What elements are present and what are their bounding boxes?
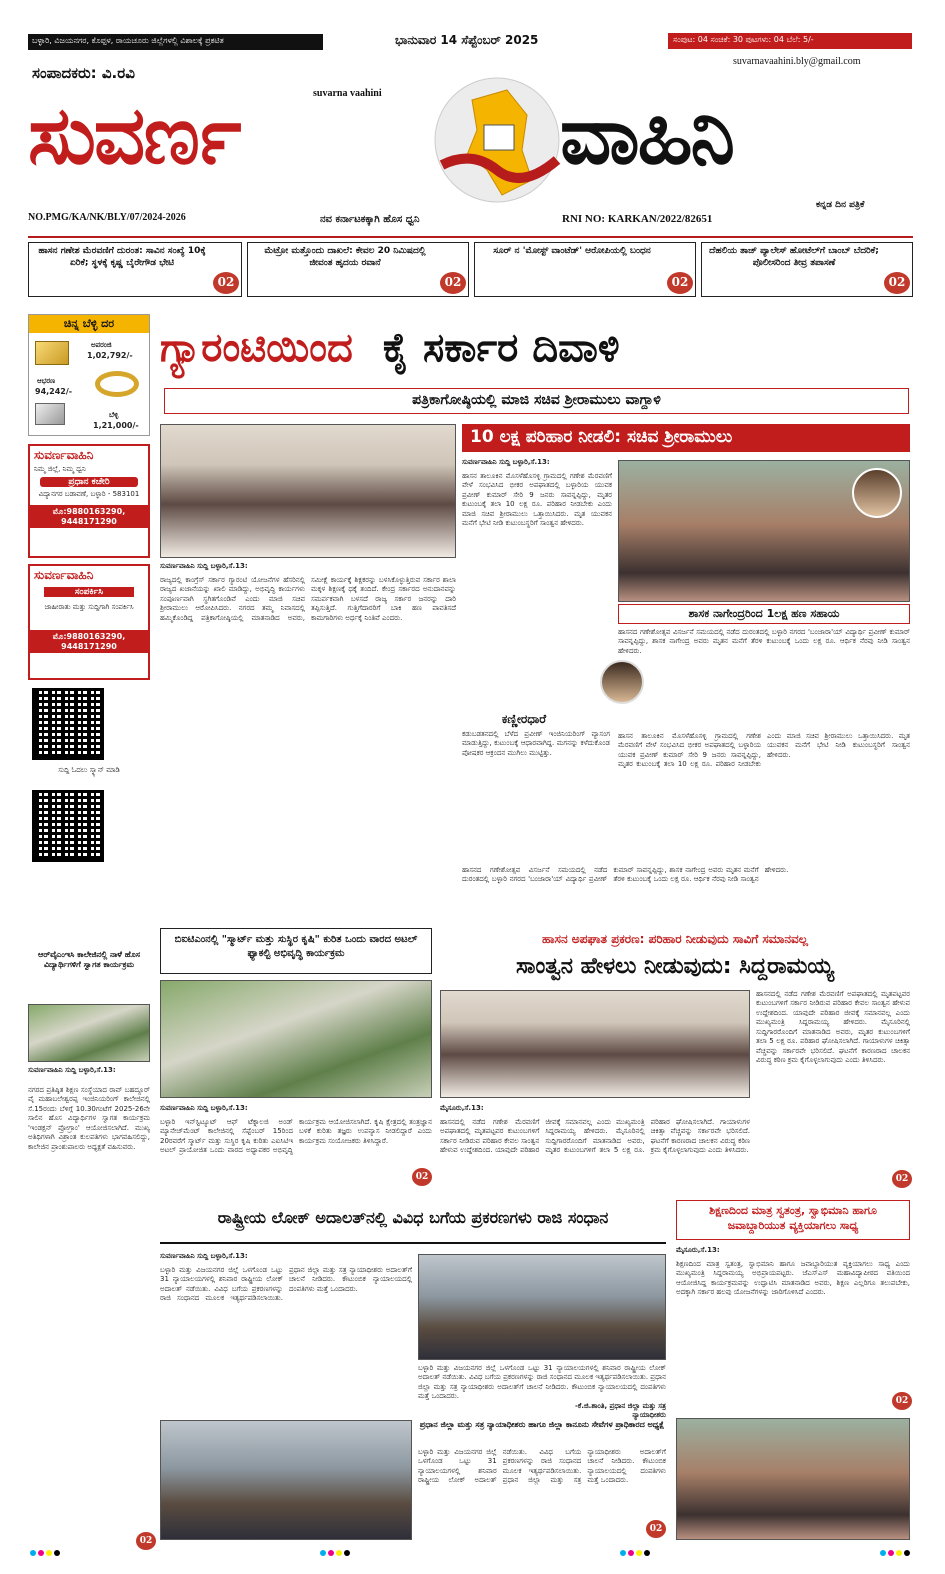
page-number-badge: 02 bbox=[667, 272, 693, 294]
page-number-badge: 02 bbox=[412, 1168, 432, 1186]
lead-headline-red: ಗ್ಯಾರಂಟಿಯಿಂದ bbox=[160, 325, 353, 371]
hassan-kicker: ಹಾಸನ ಅಪಘಾತ ಪ್ರಕರಣ: ಪರಿಹಾರ ನೀಡುವುದು ಸಾವಿಗೆ ಸಮಾನವಲ್ಲ bbox=[542, 932, 808, 946]
qr-code-1[interactable] bbox=[32, 688, 104, 760]
rates-box bbox=[28, 314, 150, 436]
tagline: ನವ ಕರ್ನಾಟಕಕ್ಕಾಗಿ ಹೊಸ ಧ್ವನಿ bbox=[320, 214, 420, 225]
college-teaser: ಆರ್‌ವೈಎಂಇಸಿ ಕಾಲೇಜಿನಲ್ಲಿ ನಾಳೆ ಹೊಸ ವಿದ್ಯಾರ್ಥಿಗಳಿಗೆ ಸ್ವಾಗತ ಕಾರ್ಯಕ್ರಮ bbox=[38, 950, 140, 970]
ad-brand: ಸುವರ್ಣವಾಹಿನಿ bbox=[34, 568, 94, 582]
teaser-item[interactable]: ಹಾಸನ ಗಣೇಶ ಮೆರವಣಿಗೆ ದುರಂತ: ಸಾವಿನ ಸಂಖ್ಯೆ 10ಕ್ಕೆ ಏರಿಕೆ; ಸ್ಥಳಕ್ಕೆ ಕೃಷ್ಣ ಬೈರೇಗೌಡ ಭೇಟಿ 02 bbox=[28, 242, 242, 297]
lead-subhead: ಪತ್ರಿಕಾಗೋಷ್ಠಿಯಲ್ಲಿ ಮಾಜಿ ಸಚಿವ ಶ್ರೀರಾಮುಲು ವಾಗ್ದಾಳಿ bbox=[164, 388, 909, 414]
college-dateline: ಸುವರ್ಣವಾಹಿನಿ ಸುದ್ದಿ ಬಳ್ಳಾರಿ,ಸೆ.13: bbox=[28, 1066, 116, 1074]
hassan-body-right: ಹಾಸನದಲ್ಲಿ ನಡೆದ ಗಣೇಶ ಮೆರವಣಿಗೆ ಅಪಘಾತದಲ್ಲಿ ಮೃತಪಟ್ಟವರ ಕುಟುಂಬಗಳಿಗೆ ಸರ್ಕಾರ ನೀಡಿರುವ ಪರಿಹಾರ ಕೇವಲ ಸಾಂತ್ವನ ಹೇಳುವ ಉದ್ದೇಶದಿಂದ. ಯಾವುದೇ ಪರಿಹಾರ ಜೀವಕ್ಕೆ ಸಮಾನವಲ್ಲ ಎಂದು ಮುಖ್ಯಮಂತ್ರಿ ಸಿದ್ದರಾಮಯ್ಯ ಹೇಳಿದರು. ಮೈಸೂರಿನಲ್ಲಿ ಸುದ್ದಿಗಾರರೊಂದಿಗೆ ಮಾತನಾಡಿದ ಅವರು, ಮೃತರ ಕುಟುಂಬಗಳಿಗೆ ತಲಾ 5 ಲಕ್ಷ ರೂ. ಪರಿಹಾರ ಘೋಷಿಸಲಾಗಿದೆ. ಗಾಯಾಳುಗಳ ಚಿಕಿತ್ಸಾ ವೆಚ್ಚವನ್ನು ಸರ್ಕಾರವೇ ಭರಿಸಲಿದೆ. ಘಟನೆಗೆ ಕಾರಣರಾದ ಚಾಲಕನ ವಿರುದ್ಧ ಕಠಿಣ ಕ್ರಮ ಕೈಗೊಳ್ಳಲಾಗುವುದು ಎಂದು ತಿಳಿಸಿದರು. bbox=[756, 990, 910, 1065]
ad-contact-text: ಜಾಹೀರಾತು ಮತ್ತು ಸುದ್ದಿಗಾಗಿ ಸಂಪರ್ಕಿಸಿ bbox=[44, 603, 134, 611]
smart-farming-headline: ಬಿಐಟಿಎಂನಲ್ಲಿ "ಸ್ಮಾರ್ಟ್ ಮತ್ತು ಸುಸ್ಥಿರ ಕೃಷಿ" ಕುರಿತ ಒಂದು ವಾರದ ಅಟಲ್ ಫ್ಯಾಕಲ್ಟಿ ಅಭಿವೃದ್ಧಿ ಕಾರ್ಯಕ್ರಮ bbox=[160, 928, 432, 974]
lead-headline-black: ಕೈ ಸರ್ಕಾರ ದಿವಾಳಿ bbox=[382, 325, 620, 371]
education-body: ಶಿಕ್ಷಣದಿಂದ ಮಾತ್ರ ಸ್ವತಂತ್ರ, ಸ್ವಾಭಿಮಾನಿ ಹಾಗೂ ಜವಾಬ್ದಾರಿಯುತ ವ್ಯಕ್ತಿಯಾಗಲು ಸಾಧ್ಯ ಎಂದು ಮುಖ್ಯಮಂತ್ರಿ ಸಿದ್ದರಾಮಯ್ಯ ಅಭಿಪ್ರಾಯಪಟ್ಟರು. ಜೆಎಸ್‌ಎಸ್ ಮಹಾವಿದ್ಯಾಪೀಠದ ವತಿಯಿಂದ ಆಯೋಜಿಸಿದ್ದ ಕಾರ್ಯಕ್ರಮವನ್ನು ಉದ್ಘಾಟಿಸಿ ಮಾತನಾಡಿದ ಅವರು, ಶಿಕ್ಷಣ ಎಲ್ಲರಿಗೂ ತಲುಪಬೇಕು, ಅದಕ್ಕಾಗಿ ಸರ್ಕಾರ ಹಲವು ಯೋಜನೆಗಳನ್ನು ಜಾರಿಗೊಳಿಸಿದೆ ಎಂದರು. bbox=[676, 1260, 910, 1297]
smart-farming-body: ಬಳ್ಳಾರಿ ಇನ್‌ಸ್ಟಿಟ್ಯೂಟ್ ಆಫ್ ಟೆಕ್ನಾಲಜಿ ಅಂಡ್ ಮ್ಯಾನೇಜ್‌ಮೆಂಟ್ ಕಾಲೇಜಿನಲ್ಲಿ ಸೆಪ್ಟೆಂಬರ್ 15ರಿಂದ 20ರವರೆಗೆ ಸ್ಮಾರ್ಟ್ ಮತ್ತು ಸುಸ್ಥಿರ ಕೃಷಿ ಕುರಿತು ಎಐಸಿಟಿಇ ಅಟಲ್ ಪ್ರಾಯೋಜಿತ ಒಂದು ವಾರದ ಅಧ್ಯಾಪಕರ ಅಭಿವೃದ್ಧಿ ಕಾರ್ಯಕ್ರಮ ಆಯೋಜಿಸಲಾಗಿದೆ. ಕೃಷಿ ಕ್ಷೇತ್ರದಲ್ಲಿ ತಂತ್ರಜ್ಞಾನ ಬಳಕೆ ಕುರಿತು ತಜ್ಞರು ಉಪನ್ಯಾಸ ನೀಡಲಿದ್ದಾರೆ ಎಂದು ಕಾರ್ಯಕ್ರಮ ಸಂಯೋಜಕರು ತಿಳಿಸಿದ್ದಾರೆ. bbox=[160, 1118, 432, 1155]
lok-adalat-headline: ರಾಷ್ಟ್ರೀಯ ಲೋಕ್ ಅದಾಲತ್‌ನಲ್ಲಿ ವಿವಿಧ ಬಗೆಯ ಪ್ರಕರಣಗಳು ರಾಜಿ ಸಂಧಾನ bbox=[160, 1200, 666, 1244]
victim-portrait bbox=[852, 468, 902, 518]
office-ad bbox=[28, 444, 150, 558]
lok-adalat-body-3: ಬಳ್ಳಾರಿ ಮತ್ತು ವಿಜಯನಗರ ಜಿಲ್ಲೆ ಒಳಗೊಂಡ ಒಟ್ಟು 31 ನ್ಯಾಯಾಲಯಗಳಲ್ಲಿ ಶನಿವಾರ ರಾಷ್ಟ್ರೀಯ ಲೋಕ್ ಅದಾಲತ್ ನಡೆಯಿತು. ವಿವಿಧ ಬಗೆಯ ಪ್ರಕರಣಗಳನ್ನು ರಾಜಿ ಸಂಧಾನದ ಮೂಲಕ ಇತ್ಯರ್ಥಪಡಿಸಲಾಯಿತು. ಪ್ರಧಾನ ಜಿಲ್ಲಾ ಮತ್ತು ಸತ್ರ ನ್ಯಾಯಾಧೀಶರು ಅದಾಲತ್‌ಗೆ ಚಾಲನೆ ನೀಡಿದರು. ಕೌಟುಂಬಿಕ ನ್ಯಾಯಾಲಯದಲ್ಲಿ ದಂಪತಿಗಳು ಮತ್ತೆ ಒಂದಾದರು. bbox=[418, 1448, 666, 1485]
gold22-label: ಆಭರಣ bbox=[37, 377, 56, 385]
karnataka-map-emblem-icon bbox=[432, 70, 562, 210]
ad-office-label: ಪ್ರಧಾನ ಕಚೇರಿ bbox=[40, 477, 138, 487]
contact-ad bbox=[28, 564, 150, 680]
lok-adalat-byline: -ಕೆ.ಜಿ.ಶಾಂತಿ, ಪ್ರಧಾನ ಜಿಲ್ಲಾ ಮತ್ತು ಸತ್ರ ನ್ಯಾಯಾಧೀಶರು bbox=[574, 1402, 666, 1420]
victim-portrait-2 bbox=[600, 660, 644, 704]
silver-bar-icon bbox=[35, 403, 65, 425]
lok-adalat-body-2: ಬಳ್ಳಾರಿ ಮತ್ತು ವಿಜಯನಗರ ಜಿಲ್ಲೆ ಒಳಗೊಂಡ ಒಟ್ಟು 31 ನ್ಯಾಯಾಲಯಗಳಲ್ಲಿ ಶನಿವಾರ ರಾಷ್ಟ್ರೀಯ ಲೋಕ್ ಅದಾಲತ್ ನಡೆಯಿತು. ವಿವಿಧ ಬಗೆಯ ಪ್ರಕರಣಗಳನ್ನು ರಾಜಿ ಸಂಧಾನದ ಮೂಲಕ ಇತ್ಯರ್ಥಪಡಿಸಲಾಯಿತು. ಪ್ರಧಾನ ಜಿಲ್ಲಾ ಮತ್ತು ಸತ್ರ ನ್ಯಾಯಾಧೀಶರು ಅದಾಲತ್‌ಗೆ ಚಾಲನೆ ನೀಡಿದರು. ಕೌಟುಂಬಿಕ ನ್ಯಾಯಾಲಯದಲ್ಲಿ ದಂಪತಿಗಳು ಮತ್ತೆ ಒಂದಾದರು. bbox=[418, 1364, 666, 1401]
page-number-badge: 02 bbox=[884, 272, 910, 294]
print-registration-marks bbox=[30, 1550, 60, 1556]
qr-code-2[interactable] bbox=[32, 790, 104, 862]
districts-strip: ಬಳ್ಳಾರಿ, ವಿಜಯನಗರ, ಕೊಪ್ಪಳ, ರಾಯಚೂರು ಜಿಲ್ಲೆಗಳಲ್ಲಿ ವಿಶಾಲಕ್ಕೆ ಪ್ರಕಟಿತ bbox=[28, 34, 323, 50]
hassan-body: ಹಾಸನದಲ್ಲಿ ನಡೆದ ಗಣೇಶ ಮೆರವಣಿಗೆ ಅಪಘಾತದಲ್ಲಿ ಮೃತಪಟ್ಟವರ ಕುಟುಂಬಗಳಿಗೆ ಸರ್ಕಾರ ನೀಡಿರುವ ಪರಿಹಾರ ಕೇವಲ ಸಾಂತ್ವನ ಹೇಳುವ ಉದ್ದೇಶದಿಂದ. ಯಾವುದೇ ಪರಿಹಾರ ಜೀವಕ್ಕೆ ಸಮಾನವಲ್ಲ ಎಂದು ಮುಖ್ಯಮಂತ್ರಿ ಸಿದ್ದರಾಮಯ್ಯ ಹೇಳಿದರು. ಮೈಸೂರಿನಲ್ಲಿ ಸುದ್ದಿಗಾರರೊಂದಿಗೆ ಮಾತನಾಡಿದ ಅವರು, ಮೃತರ ಕುಟುಂಬಗಳಿಗೆ ತಲಾ 5 ಲಕ್ಷ ರೂ. ಪರಿಹಾರ ಘೋಷಿಸಲಾಗಿದೆ. ಗಾಯಾಳುಗಳ ಚಿಕಿತ್ಸಾ ವೆಚ್ಚವನ್ನು ಸರ್ಕಾರವೇ ಭರಿಸಲಿದೆ. ಘಟನೆಗೆ ಕಾರಣರಾದ ಚಾಲಕನ ವಿರುದ್ಧ ಕಠಿಣ ಕ್ರಮ ಕೈಗೊಳ್ಳಲಾಗುವುದು ಎಂದು ತಿಳಿಸಿದರು. bbox=[440, 1118, 750, 1155]
compensation-body-2: ಹಾಸನದ ಗಣೇಶೋತ್ಸವ ವಿಸರ್ಜನೆ ಸಮಯದಲ್ಲಿ ನಡೆದ ದುರಂತದಲ್ಲಿ ಬಳ್ಳಾರಿ ನಗರದ 'ಬಂಜಾರಾ'ಯ್ ವಿದ್ಯಾರ್ಥಿ ಪ್ರವೀಣ್ ಕುಮಾರ್ ಸಾವನ್ನಪ್ಪಿದ್ದು, ಶಾಸಕ ನಾಗೇಂದ್ರ ಅವರು ಮೃತನ ಮನೆಗೆ ತೆರಳಿ ಕುಟುಂಬಕ್ಕೆ ಒಂದು ಲಕ್ಷ ರೂ. ಆರ್ಥಿಕ ನೆರವು ನೀಡಿ ಸಾಂತ್ವನ ಹೇಳಿದರು. bbox=[618, 628, 910, 655]
teaser-item[interactable]: ಸೂರ್ ನ 'ಮೋಸ್ಟ್ ವಾಂಟೆಡ್' ಆರೋಪಿಯಲ್ಲಿ ಬಂಧನ 02 bbox=[474, 242, 696, 297]
rni-number: RNI NO: KARKAN/2022/82651 bbox=[562, 213, 713, 225]
lok-adalat-dateline: ಸುವರ್ಣವಾಹಿನಿ ಸುದ್ದಿ ಬಳ್ಳಾರಿ,ಸೆ.13: bbox=[160, 1252, 248, 1260]
compensation-dateline: ಸುವರ್ಣವಾಹಿನಿ ಸುದ್ದಿ ಬಳ್ಳಾರಿ,ಸೆ.13: bbox=[462, 458, 550, 466]
qr-caption: ಸುದ್ದಿ ಓದಲು ಸ್ಕ್ಯಾನ್ ಮಾಡಿ bbox=[58, 766, 120, 774]
print-registration-marks bbox=[880, 1550, 910, 1556]
hassan-headline: ಸಾಂತ್ವನ ಹೇಳಲು ನೀಡುವುದು: ಸಿದ್ದರಾಮಯ್ಯ bbox=[516, 954, 834, 979]
brand-latin: suvarna vaahini bbox=[313, 88, 382, 99]
lok-adalat-photo-1 bbox=[418, 1254, 666, 1360]
sidebox-body: ಕಡುಬಡತನದಲ್ಲಿ ಬೆಳೆದ ಪ್ರವೀಣ್ ಇಂಜಿನಿಯರಿಂಗ್ ವ್ಯಾಸಂಗ ಮಾಡುತ್ತಿದ್ದು, ಕುಟುಂಬಕ್ಕೆ ಆಧಾರವಾಗಿದ್ದ. ಮಗನನ್ನು ಕಳೆದುಕೊಂಡ ಪೋಷಕರ ಆಕ್ರಂದನ ಮುಗಿಲು ಮುಟ್ಟಿತ್ತು. bbox=[462, 730, 610, 757]
education-headline: ಶಿಕ್ಷಣದಿಂದ ಮಾತ್ರ ಸ್ವತಂತ್ರ, ಸ್ವಾಭಿಮಾನಿ ಹಾಗೂ ಜವಾಬ್ದಾರಿಯುತ ವ್ಯಕ್ತಿಯಾಗಲು ಸಾಧ್ಯ bbox=[676, 1200, 910, 1240]
education-photo bbox=[676, 1418, 910, 1540]
print-registration-marks bbox=[320, 1550, 350, 1556]
lok-adalat-body: ಬಳ್ಳಾರಿ ಮತ್ತು ವಿಜಯನಗರ ಜಿಲ್ಲೆ ಒಳಗೊಂಡ ಒಟ್ಟು 31 ನ್ಯಾಯಾಲಯಗಳಲ್ಲಿ ಶನಿವಾರ ರಾಷ್ಟ್ರೀಯ ಲೋಕ್ ಅದಾಲತ್ ನಡೆಯಿತು. ವಿವಿಧ ಬಗೆಯ ಪ್ರಕರಣಗಳನ್ನು ರಾಜಿ ಸಂಧಾನದ ಮೂಲಕ ಇತ್ಯರ್ಥಪಡಿಸಲಾಯಿತು. ಪ್ರಧಾನ ಜಿಲ್ಲಾ ಮತ್ತು ಸತ್ರ ನ್ಯಾಯಾಧೀಶರು ಅದಾಲತ್‌ಗೆ ಚಾಲನೆ ನೀಡಿದರು. ಕೌಟುಂಬಿಕ ನ್ಯಾಯಾಲಯದಲ್ಲಿ ದಂಪತಿಗಳು ಮತ್ತೆ ಒಂದಾದರು. bbox=[160, 1266, 412, 1303]
hassan-photo bbox=[440, 990, 750, 1098]
karnataka-emblem bbox=[432, 70, 562, 210]
hassan-dateline: ಮೈಸೂರು,ಸೆ.13: bbox=[440, 1104, 484, 1112]
bangles-icon bbox=[95, 371, 139, 397]
education-dateline: ಮೈಸೂರು,ಸೆ.13: bbox=[676, 1246, 720, 1254]
masthead bbox=[0, 0, 945, 240]
editor-line: ಸಂಪಾದಕರು: ವಿ.ರವಿ bbox=[32, 64, 135, 82]
masthead-title-left: ಸುವರ್ಣ bbox=[28, 89, 240, 182]
ad-subtitle: ನಿಮ್ಮ ಜಿಲ್ಲೆ, ನಿಮ್ಮ ಧ್ವನಿ bbox=[34, 465, 86, 473]
smart-farming-photo bbox=[160, 980, 432, 1098]
contact-email[interactable]: suvarnavaahini.bly@gmail.com bbox=[733, 56, 861, 67]
print-registration-marks bbox=[620, 1550, 650, 1556]
silver-label: ಬೆಳ್ಳಿ bbox=[109, 411, 119, 419]
rates-title: ಚಿನ್ನ ಬೆಳ್ಳಿ ದರ bbox=[29, 315, 149, 333]
ad-contact-title: ಸಂಪರ್ಕಿಸಿ bbox=[44, 587, 134, 597]
page-number-badge: 02 bbox=[892, 1170, 912, 1188]
gold22-value: 94,242/- bbox=[35, 387, 73, 396]
page-number-badge: 02 bbox=[892, 1392, 912, 1410]
gold-value: 1,02,792/- bbox=[87, 351, 133, 360]
college-photo bbox=[28, 1004, 150, 1062]
compensation-body: ಹಾಸನ ತಾಲೂಕಿನ ಮೊಸಳೆಹೊಸಳ್ಳಿ ಗ್ರಾಮದಲ್ಲಿ ಗಣೇಶ ಮೆರವಣಿಗೆ ವೇಳೆ ಸಂಭವಿಸಿದ ಭೀಕರ ಅಪಘಾತದಲ್ಲಿ ಬಳ್ಳಾರಿಯ ಯುವಕ ಪ್ರವೀಣ್ ಕುಮಾರ್ ಸೇರಿ 9 ಜನರು ಸಾವನ್ನಪ್ಪಿದ್ದು, ಮೃತರ ಕುಟುಂಬಕ್ಕೆ ತಲಾ 10 ಲಕ್ಷ ರೂ. ಪರಿಹಾರ ನೀಡಬೇಕು ಎಂದು ಮಾಜಿ ಸಚಿವ ಶ್ರೀರಾಮುಲು ಒತ್ತಾಯಿಸಿದರು. ಮೃತ ಯುವಕನ ಮನೆಗೆ ಭೇಟಿ ನೀಡಿ ಕುಟುಂಬಸ್ಥರಿಗೆ ಸಾಂತ್ವನ ಹೇಳಿದರು. bbox=[462, 472, 612, 528]
teaser-item[interactable]: ದೆಹಲಿಯ ತಾಜ್ ಪ್ಯಾಲೇಸ್ ಹೋಟೆಲ್‌ಗೆ ಬಾಂಬ್ ಬೆದರಿಕೆ; ಪೊಲೀಸರಿಂದ ತೀವ್ರ ತಪಾಸಣೆ 02 bbox=[701, 242, 913, 297]
masthead-divider bbox=[28, 236, 913, 238]
compensation-headline: 10 ಲಕ್ಷ ಪರಿಹಾರ ನೀಡಲಿ: ಸಚಿವ ಶ್ರೀರಾಮುಲು bbox=[462, 424, 910, 452]
compensation-body-4: ಹಾಸನದ ಗಣೇಶೋತ್ಸವ ವಿಸರ್ಜನೆ ಸಮಯದಲ್ಲಿ ನಡೆದ ದುರಂತದಲ್ಲಿ ಬಳ್ಳಾರಿ ನಗರದ 'ಬಂಜಾರಾ'ಯ್ ವಿದ್ಯಾರ್ಥಿ ಪ್ರವೀಣ್ ಕುಮಾರ್ ಸಾವನ್ನಪ್ಪಿದ್ದು, ಶಾಸಕ ನಾಗೇಂದ್ರ ಅವರು ಮೃತನ ಮನೆಗೆ ತೆರಳಿ ಕುಟುಂಬಕ್ಕೆ ಒಂದು ಲಕ್ಷ ರೂ. ಆರ್ಥಿಕ ನೆರವು ನೀಡಿ ಸಾಂತ್ವನ ಹೇಳಿದರು. bbox=[462, 866, 789, 884]
page-number-badge: 02 bbox=[440, 272, 466, 294]
left-sidebar bbox=[28, 314, 153, 1546]
silver-value: 1,21,000/- bbox=[93, 421, 139, 430]
lok-adalat-photo-2 bbox=[160, 1420, 412, 1540]
gold-label: ಅಪರಂಜಿ bbox=[91, 341, 112, 349]
teaser-item[interactable]: ಮೆಟ್ರೋ ಮತ್ತೊಂದು ದಾಖಲೆ: ಕೇವಲ 20 ನಿಮಿಷದಲ್ಲಿ ಜೀವಂತ ಹೃದಯ ರವಾನೆ 02 bbox=[247, 242, 469, 297]
registration-number: NO.PMG/KA/NK/BLY/07/2024-2026 bbox=[28, 212, 186, 223]
page-number-badge: 02 bbox=[646, 1520, 666, 1538]
lead-photo bbox=[160, 424, 456, 558]
issue-date: ಭಾನುವಾರ 14 ಸೆಪ್ಟೆಂಬರ್ 2025 bbox=[395, 33, 539, 47]
ad-address: ವಿದ್ಯಾನಗರ ಬಡಾವಣೆ, ಬಳ್ಳಾರಿ - 583101 bbox=[38, 490, 140, 499]
sidebox-title: ಕಣ್ಣೀರಧಾರೆ bbox=[501, 712, 547, 726]
masthead-title-right: ವಾಹಿನಿ bbox=[560, 89, 734, 182]
lok-adalat-photo-caption: ಪ್ರಧಾನ ಜಿಲ್ಲಾ ಮತ್ತು ಸತ್ರ ನ್ಯಾಯಾಧೀಶರು ಹಾಗೂ ಜಿಲ್ಲಾ ಕಾನೂನು ಸೇವೆಗಳ ಪ್ರಾಧಿಕಾರದ ಅಧ್ಯಕ್ಷೆ bbox=[419, 1420, 665, 1429]
college-body: ನಗರದ ಪ್ರತಿಷ್ಠಿತ ಶಿಕ್ಷಣ ಸಂಸ್ಥೆಯಾದ ರಾವ್ ಬಹದ್ದೂರ್ ವೈ ಮಹಾಬಲೇಶ್ವರಪ್ಪ ಇಂಜಿನಿಯರಿಂಗ್ ಕಾಲೇಜಿನಲ್ಲಿ ಸೆ.15ರಂದು ಬೆಳಿಗ್ಗೆ 10.30ಗಂಟೆಗೆ 2025-26ನೇ ಸಾಲಿನ ಹೊಸ ವಿದ್ಯಾರ್ಥಿಗಳ ಸ್ವಾಗತ ಕಾರ್ಯಕ್ರಮ 'ಇಂಡಕ್ಷನ್ ಪ್ರೋಗ್ರಾಂ' ಆಯೋಜಿಸಲಾಗಿದೆ. ಮುಖ್ಯ ಅತಿಥಿಗಳಾಗಿ ವಿಶ್ರಾಂತ ಕುಲಪತಿಗಳು ಭಾಗವಹಿಸಲಿದ್ದು, ಕಾಲೇಜಿನ ಪ್ರಾಂಶುಪಾಲರು ಅಧ್ಯಕ್ಷತೆ ವಹಿಸುವರು. bbox=[28, 1086, 150, 1151]
lead-headline bbox=[160, 318, 913, 378]
lead-body: ರಾಜ್ಯದಲ್ಲಿ ಕಾಂಗ್ರೆಸ್ ಸರ್ಕಾರ ಗ್ಯಾರಂಟಿ ಯೋಜನೆಗಳ ಹೆಸರಿನಲ್ಲಿ ರಾಜ್ಯದ ಖಜಾನೆಯನ್ನು ಖಾಲಿ ಮಾಡಿದ್ದು, ಅಭಿವೃದ್ಧಿ ಕಾರ್ಯಗಳು ಸಂಪೂರ್ಣವಾಗಿ ಸ್ಥಗಿತಗೊಂಡಿವೆ ಎಂದು ಮಾಜಿ ಸಚಿವ ಶ್ರೀರಾಮುಲು ಆರೋಪಿಸಿದರು. ನಗರದ ತಮ್ಮ ನಿವಾಸದಲ್ಲಿ ಹಮ್ಮಿಕೊಂಡಿದ್ದ ಪತ್ರಿಕಾಗೋಷ್ಠಿಯಲ್ಲಿ ಮಾತನಾಡಿದ ಅವರು, ಸಮೀಕ್ಷೆ ಕಾರ್ಯಕ್ಕೆ ಶಿಕ್ಷಕರನ್ನು ಬಳಸಿಕೊಳ್ಳುತ್ತಿರುವ ಸರ್ಕಾರ ಶಾಲಾ ಮಕ್ಕಳ ಶಿಕ್ಷಣಕ್ಕೆ ಧಕ್ಕೆ ತಂದಿದೆ. ಕೇಂದ್ರ ಸರ್ಕಾರದ ಅನುದಾನವನ್ನು ಸಮರ್ಪಕವಾಗಿ ಬಳಸದೆ ರಾಜ್ಯ ಸರ್ಕಾರ ಜನರನ್ನು ದಾರಿ ತಪ್ಪಿಸುತ್ತಿದೆ. ಗುತ್ತಿಗೆದಾರರಿಗೆ ಬಾಕಿ ಹಣ ಪಾವತಿಸದೆ ಕಾಮಗಾರಿಗಳು ಅರ್ಧಕ್ಕೆ ನಿಂತಿವೆ ಎಂದರು. bbox=[160, 576, 456, 622]
compensation-body-3: ಹಾಸನ ತಾಲೂಕಿನ ಮೊಸಳೆಹೊಸಳ್ಳಿ ಗ್ರಾಮದಲ್ಲಿ ಗಣೇಶ ಮೆರವಣಿಗೆ ವೇಳೆ ಸಂಭವಿಸಿದ ಭೀಕರ ಅಪಘಾತದಲ್ಲಿ ಬಳ್ಳಾರಿಯ ಯುವಕ ಪ್ರವೀಣ್ ಕುಮಾರ್ ಸೇರಿ 9 ಜನರು ಸಾವನ್ನಪ್ಪಿದ್ದು, ಮೃತರ ಕುಟುಂಬಕ್ಕೆ ತಲಾ 10 ಲಕ್ಷ ರೂ. ಪರಿಹಾರ ನೀಡಬೇಕು ಎಂದು ಮಾಜಿ ಸಚಿವ ಶ್ರೀರಾಮುಲು ಒತ್ತಾಯಿಸಿದರು. ಮೃತ ಯುವಕನ ಮನೆಗೆ ಭೇಟಿ ನೀಡಿ ಕುಟುಂಬಸ್ಥರಿಗೆ ಸಾಂತ್ವನ ಹೇಳಿದರು. bbox=[618, 732, 910, 769]
compensation-photo-caption: ಶಾಸಕ ನಾಗೇಂದ್ರರಿಂದ 1ಲಕ್ಷ ಹಣ ಸಹಾಯ bbox=[618, 604, 910, 624]
ad-brand: ಸುವರ್ಣವಾಹಿನಿ bbox=[34, 448, 94, 462]
page-number-badge: 02 bbox=[136, 1532, 156, 1550]
page-number-badge: 02 bbox=[213, 272, 239, 294]
teaser-strip bbox=[28, 242, 913, 300]
ad-phone[interactable]: ಮೊ:9880163290, 9448171290 bbox=[30, 630, 148, 653]
gold-bar-icon bbox=[35, 341, 69, 365]
ad-phone[interactable]: ಮೊ:9880163290, 9448171290 bbox=[30, 505, 148, 528]
lead-dateline: ಸುವರ್ಣವಾಹಿನಿ ಸುದ್ದಿ ಬಳ್ಳಾರಿ,ಸೆ.13: bbox=[160, 562, 248, 570]
smart-farming-dateline: ಸುವರ್ಣವಾಹಿನಿ ಸುದ್ದಿ ಬಳ್ಳಾರಿ,ಸೆ.13: bbox=[160, 1104, 248, 1112]
daily-label: ಕನ್ನಡ ದಿನ ಪತ್ರಿಕೆ bbox=[816, 200, 865, 210]
volume-info: ಸಂಪುಟ: 04 ಸಂಚಿಕೆ: 30 ಪುಟಗಳು: 04 ಬೆಲೆ: 5/- bbox=[668, 33, 912, 49]
